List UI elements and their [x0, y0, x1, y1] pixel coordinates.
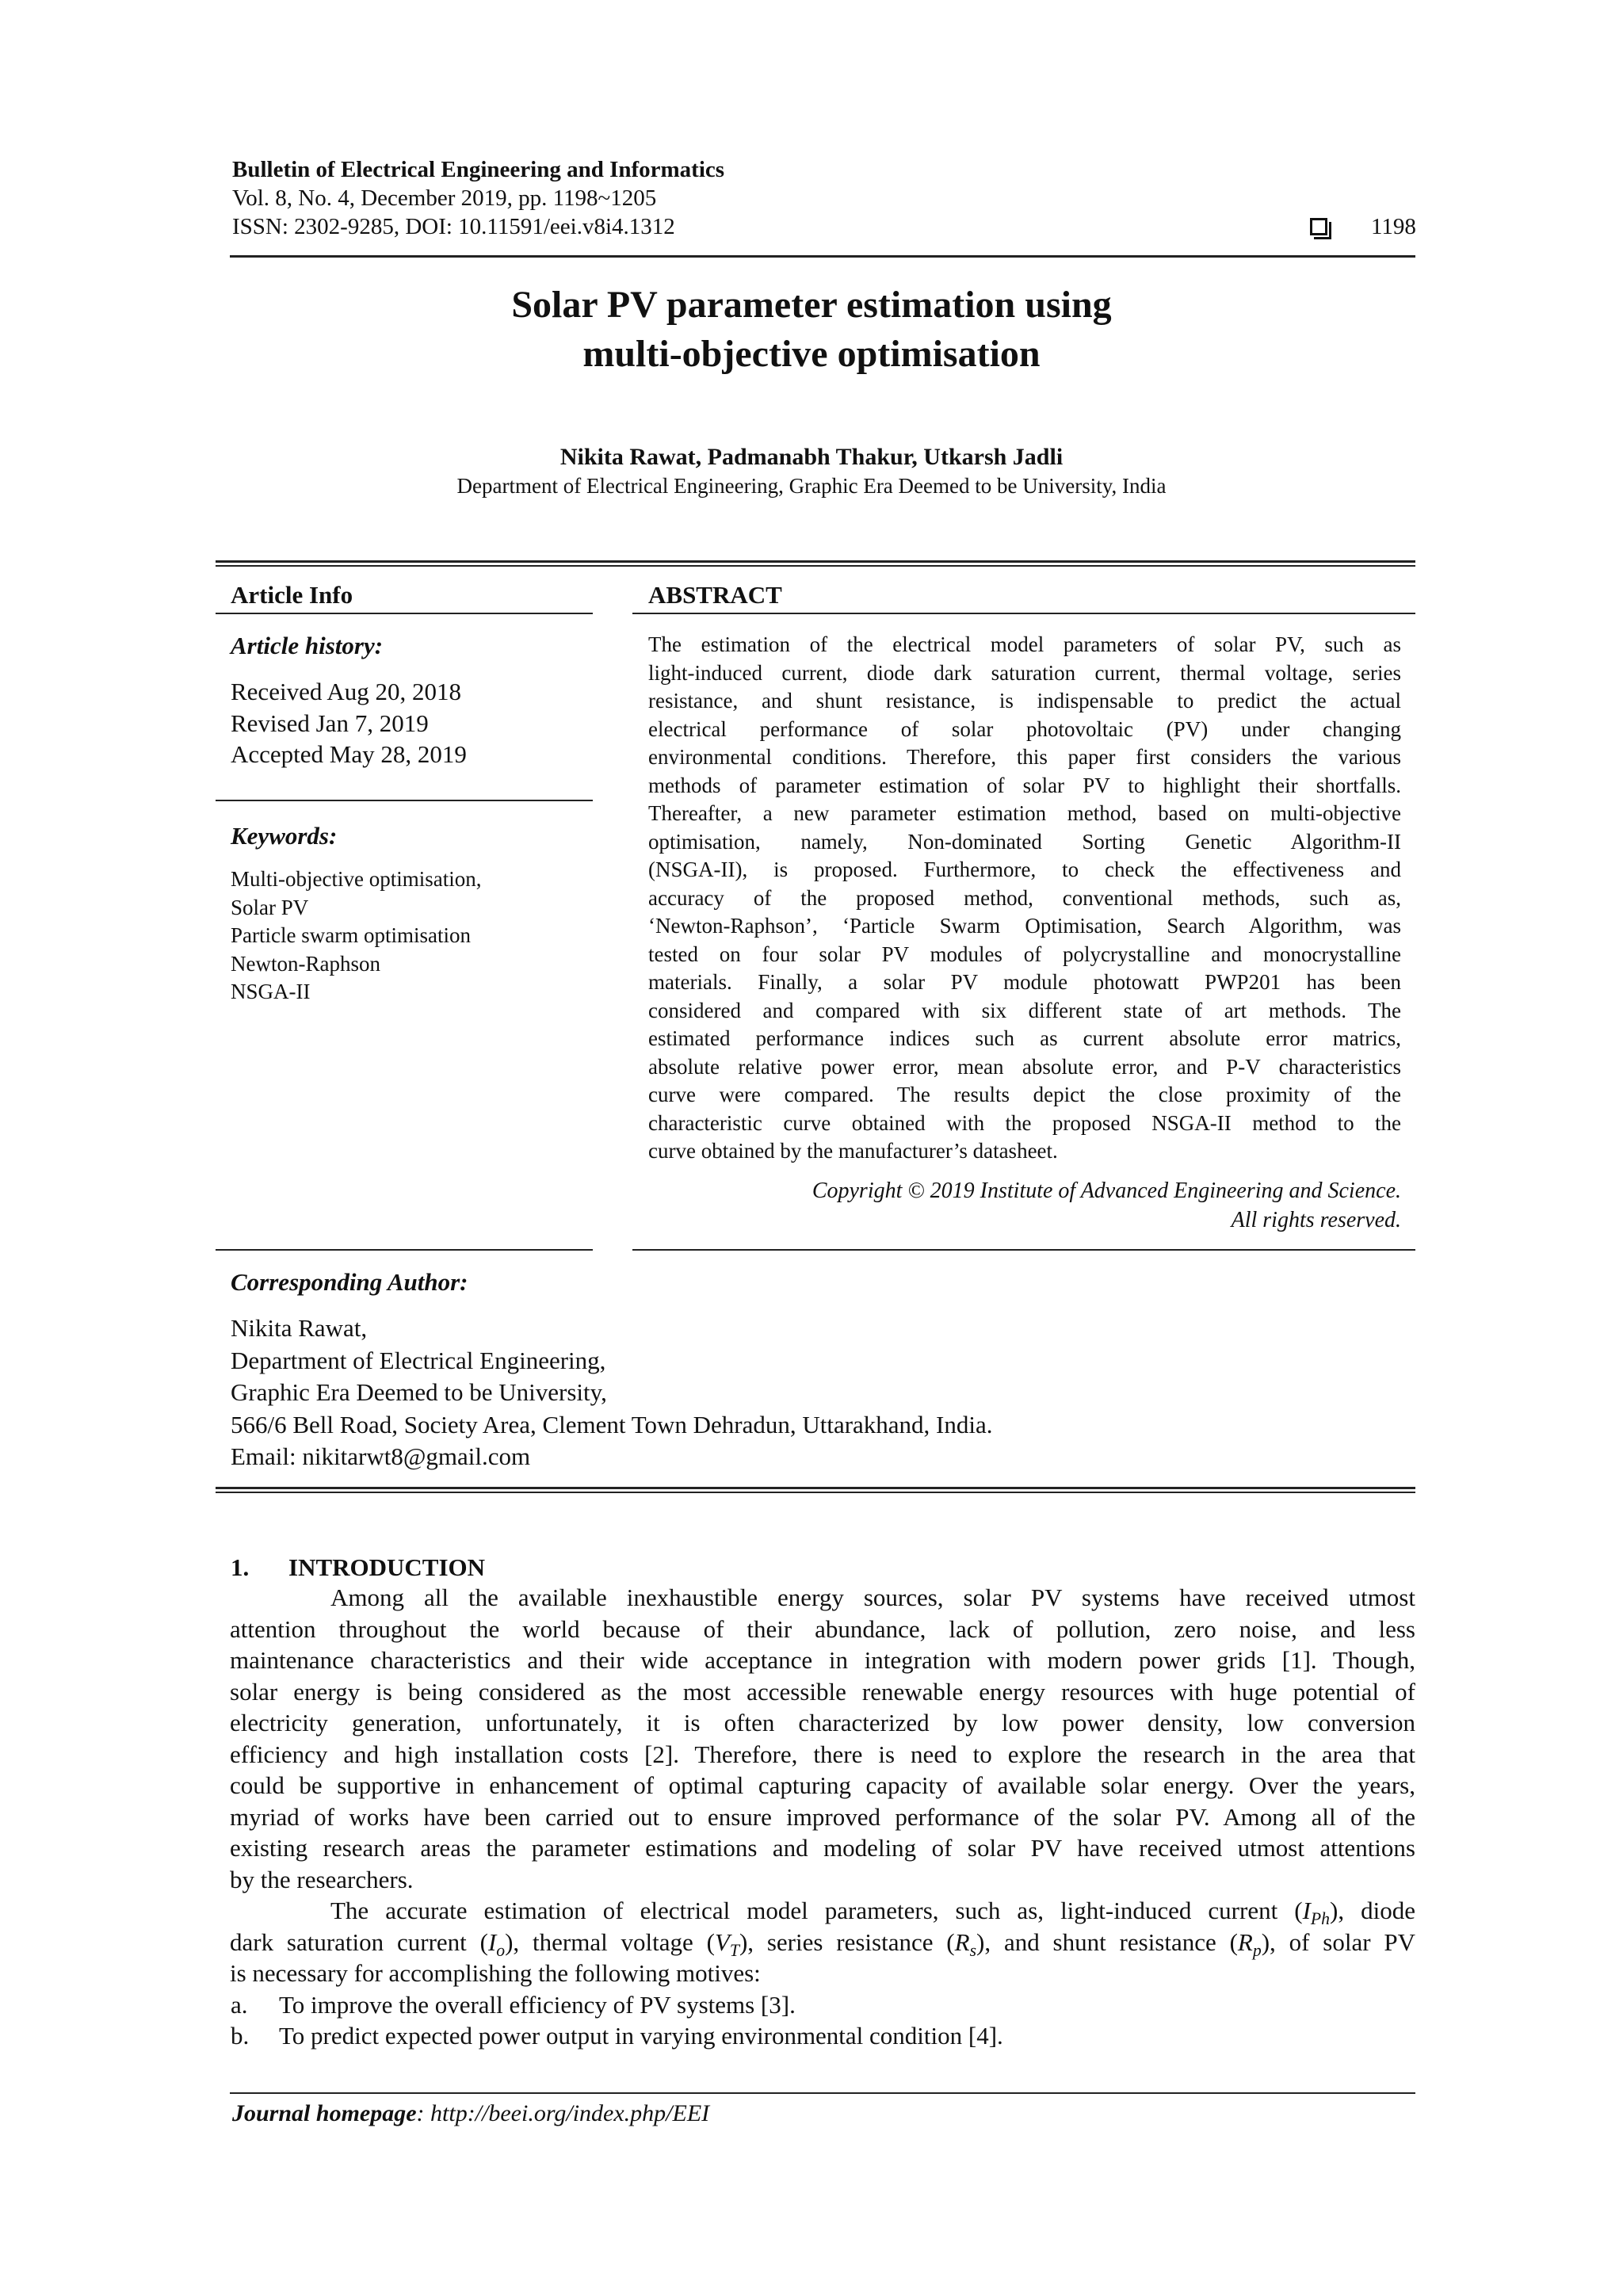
- received-date: Received Aug 20, 2018: [231, 678, 462, 705]
- corresponding-line: Graphic Era Deemed to be University,: [231, 1378, 607, 1406]
- subscript: Ph: [1310, 1909, 1330, 1929]
- symbol: R: [1237, 1927, 1253, 1956]
- footer-label: Journal homepage: [232, 2100, 417, 2126]
- symbol: I: [487, 1927, 497, 1956]
- keyword-item: NSGA-II: [231, 980, 311, 1003]
- corresponding-details: [231, 1312, 992, 1473]
- abstract-line: The estimation of the electrical model parameters of solar PV, such as: [648, 632, 1401, 656]
- journal-name: Bulletin of Electrical Engineering and Informatics: [232, 157, 725, 182]
- abstract-rule: [632, 613, 1415, 614]
- text-run: ), thermal voltage (: [505, 1927, 715, 1956]
- abstract-line: materials. Finally, a solar PV module photowatt PWP201 has been: [648, 970, 1401, 994]
- abstract-line: Thereafter, a new parameter estimation method, based on multi-objective: [648, 801, 1401, 825]
- keywords-rule-bottom: [216, 1249, 593, 1251]
- abstract-line: tested on four solar PV modules of polycrystalline and monocrystalline: [648, 942, 1401, 966]
- corresponding-heading: Corresponding Author:: [231, 1268, 468, 1296]
- abstract-heading: ABSTRACT: [648, 581, 782, 609]
- text-run: ), diode: [1330, 1897, 1415, 1924]
- double-rule-top: [216, 560, 1415, 563]
- copyright-line-2: All rights reserved.: [1231, 1208, 1401, 1232]
- body-line: existing research areas the parameter estimations and modeling of solar PV have received utmost attentions: [230, 1834, 1415, 1862]
- keyword-item: Newton-Raphson: [231, 951, 380, 976]
- symbol: I: [1302, 1897, 1311, 1924]
- body-line: attention throughout the world because of their abundance, lack of pollution, zero noise, and less: [230, 1614, 1415, 1643]
- symbol: R: [954, 1927, 970, 1956]
- abstract-body: [648, 631, 1401, 1166]
- body-line: myriad of works have been carried out to ensure improved performance of the solar PV. Among all of the: [230, 1802, 1415, 1831]
- section-heading: INTRODUCTION: [288, 1553, 486, 1581]
- paper-title: [0, 281, 1623, 379]
- body-line: by the researchers.: [230, 1865, 414, 1893]
- keyword-item: Multi-objective optimisation,: [231, 867, 482, 891]
- text-run: dark saturation current (: [230, 1927, 488, 1956]
- section-number: 1.: [231, 1553, 250, 1581]
- header-rule: [230, 255, 1415, 258]
- abstract-line: curve were compared. The results depict the close proximity of the: [648, 1083, 1401, 1106]
- abstract-line: resistance, and shunt resistance, is indispensable to predict the actual: [648, 689, 1401, 712]
- subscript: T: [729, 1940, 739, 1960]
- body-line: efficiency and high installation costs [2]. Therefore, there is need to explore the research in the area that: [230, 1740, 1415, 1768]
- abstract-line: accuracy of the proposed method, conventional methods, such as,: [648, 885, 1401, 910]
- authors: Nikita Rawat, Padmanabh Thakur, Utkarsh Jadli: [559, 444, 1064, 470]
- article-history-heading: Article history:: [231, 632, 384, 659]
- revised-date: Revised Jan 7, 2019: [231, 709, 429, 737]
- symbol: V: [714, 1927, 730, 1956]
- footer: [232, 2100, 709, 2127]
- body-line: maintenance characteristics and their wide acceptance in integration with modern power grids [1]. Though,: [230, 1646, 1415, 1674]
- keyword-item: Particle swarm optimisation: [231, 923, 471, 947]
- abstract-line: (NSGA-II), is proposed. Furthermore, to check the effectiveness and: [648, 858, 1401, 881]
- abstract-line: considered and compared with six different state of art methods. The: [648, 998, 1401, 1022]
- keywords-heading: Keywords:: [231, 822, 338, 850]
- abstract-rule-bottom: [632, 1249, 1415, 1251]
- subscript: s: [969, 1940, 977, 1960]
- text-run: The accurate estimation of electrical model parameters, such as, light-induced current (: [330, 1897, 1303, 1924]
- text-run: ), and shunt resistance (: [976, 1927, 1238, 1956]
- body-line: is necessary for accomplishing the following motives:: [230, 1959, 761, 1987]
- body-line: [330, 1897, 1415, 1929]
- subscript: o: [496, 1940, 506, 1960]
- corresponding-line: Nikita Rawat,: [231, 1314, 368, 1342]
- abstract-line: estimated performance indices such as current absolute error matrics,: [648, 1026, 1401, 1050]
- double-rule-bottom: [216, 1487, 1415, 1489]
- abstract-line: light-induced current, diode dark saturation current, thermal voltage, series: [648, 660, 1401, 685]
- list-marker: b.: [231, 2022, 250, 2050]
- double-rule-bottom-2: [216, 1492, 1415, 1493]
- article-info-rule: [216, 613, 593, 614]
- body-line: [230, 1928, 1415, 1961]
- subscript: p: [1252, 1940, 1262, 1960]
- abstract-line: ‘Newton-Raphson’, ‘Particle Swarm Optimisation, Search Algorithm, was: [648, 914, 1401, 938]
- text-run: ), series resistance (: [739, 1927, 955, 1956]
- body-line: could be supportive in enhancement of optimal capturing capacity of available solar energy. Over the years,: [230, 1771, 1415, 1799]
- corresponding-line: Email: nikitarwt8@gmail.com: [231, 1442, 531, 1470]
- keywords-list: [231, 865, 481, 1007]
- footer-url[interactable]: : http://beei.org/index.php/EEI: [416, 2100, 710, 2126]
- keyword-item: Solar PV: [231, 895, 309, 919]
- corresponding-line: 566/6 Bell Road, Society Area, Clement Town Dehradun, Uttarakhand, India.: [231, 1410, 993, 1438]
- text-run: ), of solar PV: [1261, 1927, 1415, 1956]
- abstract-line: curve obtained by the manufacturer’s datasheet.: [648, 1139, 1058, 1163]
- journal-volume: Vol. 8, No. 4, December 2019, pp. 1198~1205: [232, 185, 657, 211]
- accepted-date: Accepted May 28, 2019: [231, 740, 467, 768]
- list-item: To predict expected power output in varying environmental condition [4].: [279, 2022, 1003, 2050]
- page-number: 1198: [1371, 214, 1416, 239]
- title-line-2: multi-objective optimisation: [582, 333, 1041, 375]
- body-line: electricity generation, unfortunately, it is often characterized by low power density, low conversion: [230, 1709, 1415, 1736]
- corresponding-line: Department of Electrical Engineering,: [231, 1346, 606, 1374]
- body-line: solar energy is being considered as the most accessible renewable energy resources with huge potential of: [230, 1677, 1415, 1706]
- list-marker: a.: [231, 1990, 248, 2019]
- abstract-line: methods of parameter estimation of solar PV to highlight their shortfalls.: [648, 773, 1401, 797]
- abstract-line: absolute relative power error, mean absolute error, and P-V characteristics: [648, 1054, 1401, 1079]
- abstract-line: optimisation, namely, Non-dominated Sorting Genetic Algorithm-II: [648, 829, 1401, 854]
- footer-rule: [230, 2092, 1415, 2094]
- abstract-line: electrical performance of solar photovoltaic (PV) under changing: [648, 716, 1401, 741]
- article-history: [231, 676, 467, 770]
- checkbox-icon: [1310, 218, 1327, 235]
- affiliation: Department of Electrical Engineering, Graphic Era Deemed to be University, India: [456, 474, 1167, 498]
- copyright-line-1: Copyright © 2019 Institute of Advanced Engineering and Science.: [812, 1179, 1401, 1203]
- article-info-heading: Article Info: [231, 581, 353, 609]
- title-line-1: Solar PV parameter estimation using: [511, 284, 1112, 326]
- history-rule: [216, 800, 593, 801]
- body-line: Among all the available inexhaustible energy sources, solar PV systems have received utmost: [330, 1584, 1415, 1611]
- abstract-line: characteristic curve obtained with the proposed NSGA-II method to the: [648, 1110, 1401, 1135]
- journal-issn: ISSN: 2302-9285, DOI: 10.11591/eei.v8i4.1312: [232, 214, 675, 239]
- double-rule-top-2: [216, 565, 1415, 567]
- copyright-notice: [648, 1176, 1401, 1235]
- list-item: To improve the overall efficiency of PV systems [3].: [279, 1990, 796, 2019]
- abstract-line: environmental conditions. Therefore, this paper first considers the various: [648, 745, 1401, 769]
